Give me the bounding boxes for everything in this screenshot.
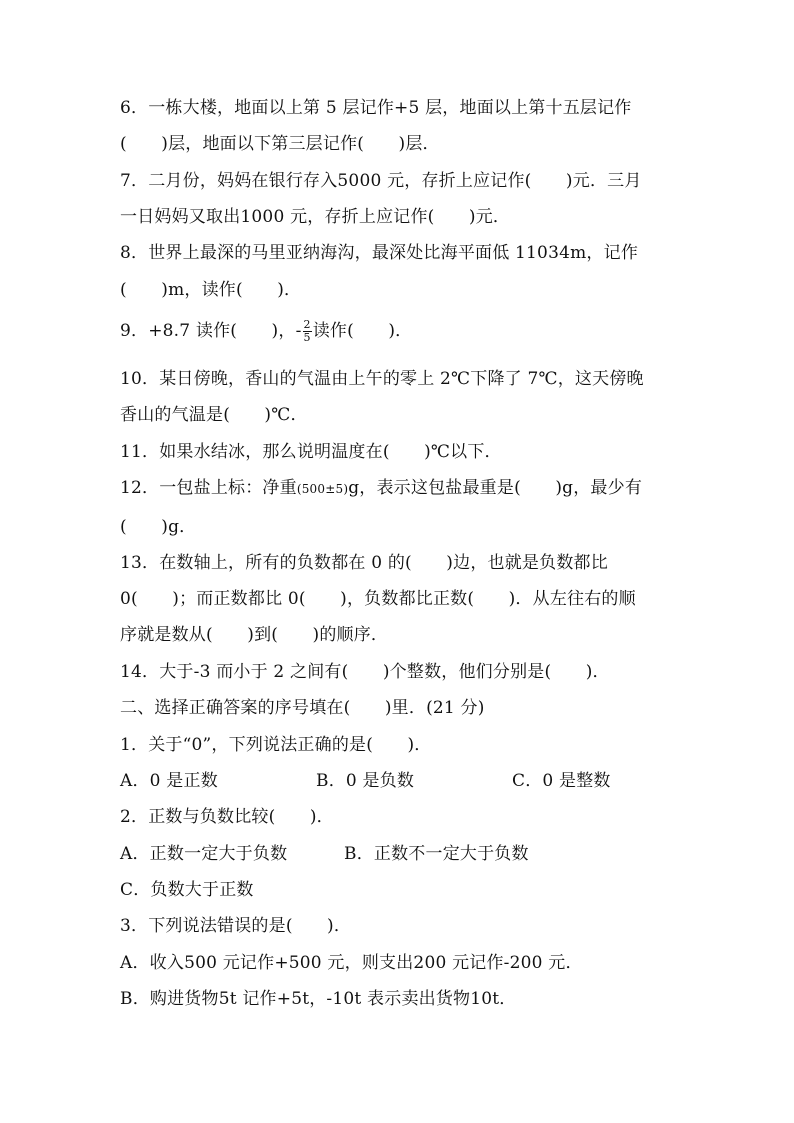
question-8-line-1: 8．世界上最深的马里亚纳海沟，最深处比海平面低 11034m，记作 (120, 243, 639, 263)
question-10-line-1: 10．某日傍晚，香山的气温由上午的零上 2℃下降了 7℃，这天傍晚 (120, 369, 644, 389)
choice-question-1-option-a: A．0 是正数 (120, 771, 218, 791)
question-12-line-1 (120, 476, 642, 501)
choice-question-2-stem: 2．正数与负数比较( )． (120, 807, 334, 827)
question-12-part-1: 12．一包盐上标：净重 (120, 478, 297, 498)
choice-question-1-option-b: B．0 是负数 (316, 771, 415, 791)
choice-question-1-option-c: C．0 是整数 (512, 771, 611, 791)
question-9 (120, 319, 412, 344)
question-12-part-2: g，表示这包盐最重是( )g，最少有 (348, 478, 643, 498)
question-6-line-1: 6．一栋大楼，地面以上第 5 层记作+5 层，地面以上第十五层记作 (120, 98, 632, 118)
question-10-line-2: 香山的气温是( )℃． (120, 405, 308, 425)
question-13-line-3: 序就是数从( )到( )的顺序． (120, 625, 389, 645)
fraction (303, 319, 312, 344)
choice-question-3-option-b: B．购进货物5t 记作+5t，-10t 表示卖出货物10t． (120, 989, 517, 1009)
question-13-line-2: 0( )；而正数都比 0( )，负数都比正数( )．从左往右的顺 (120, 589, 636, 609)
question-6-line-2: ( )层，地面以下第三层记作( )层． (120, 134, 440, 154)
question-9-part-1: 9．+8.7 读作( )，- (120, 321, 302, 341)
choice-question-2-option-c: C．负数大于正数 (120, 880, 254, 900)
choice-question-2-option-a: A．正数一定大于负数 (120, 844, 288, 864)
choice-question-1-stem: 1．关于“0”，下列说法正确的是( )． (120, 735, 432, 755)
choice-question-3-option-a: A．收入500 元记作+500 元，则支出200 元记作-200 元． (120, 953, 583, 973)
choice-question-2-option-b: B．正数不一定大于负数 (344, 844, 529, 864)
question-7-line-2: 一日妈妈又取出1000 元，存折上应记作( )元． (120, 207, 511, 227)
fraction-denominator: 5 (303, 331, 311, 344)
question-8-line-2: ( )m，读作( )． (120, 280, 302, 300)
question-13-line-1: 13．在数轴上，所有的负数都在 0 的( )边，也就是负数都比 (120, 553, 608, 573)
question-7-line-1: 7．二月份，妈妈在银行存入5000 元，存折上应记作( )元．三月 (120, 171, 642, 191)
fraction-numerator: 2 (303, 318, 311, 331)
question-9-part-2: 读作( )． (312, 321, 413, 341)
question-14: 14．大于-3 而小于 2 之间有( )个整数，他们分别是( )． (120, 662, 610, 682)
section-2-heading: 二、选择正确答案的序号填在( )里．(21 分) (120, 698, 485, 718)
question-12-weight-range: (500±5) (296, 482, 349, 496)
question-12-line-2: ( )g． (120, 517, 197, 537)
choice-question-3-stem: 3．下列说法错误的是( )． (120, 916, 352, 936)
question-11: 11．如果水结冰，那么说明温度在( )℃以下． (120, 442, 502, 462)
